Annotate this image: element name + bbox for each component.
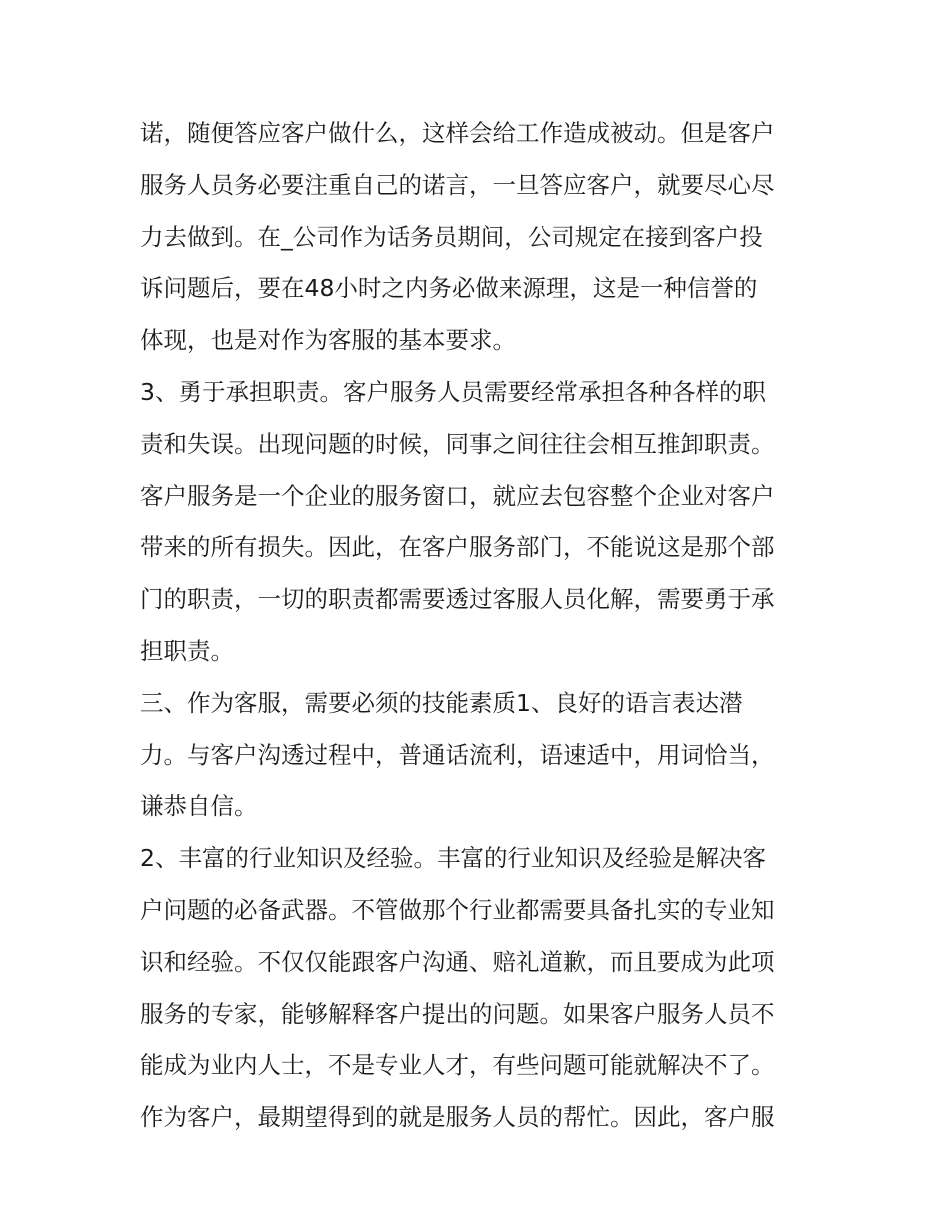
text-line: 2、丰富的行业知识及经验。丰富的行业知识及经验是解决客 (140, 844, 766, 873)
text-line: 服务人员务必要注重自己的诺言，一旦答应客户，就要尽心尽 (140, 170, 775, 199)
text-line: 力。与客户沟透过程中，普通话流利，语速适中，用词恰当， (140, 740, 775, 769)
text-line: 责和失误。出现问题的时候，同事之间往往会相互推卸职责。 (140, 429, 775, 458)
text-line: 谦恭自信。 (140, 792, 258, 821)
text-line: 体现，也是对作为客服的基本要求。 (140, 326, 516, 355)
text-line: 作为客户，最期望得到的就是服务人员的帮忙。因此，客户服 (140, 1103, 775, 1132)
text-line: 力去做到。在_公司作为话务员期间，公司规定在接到客户投 (140, 222, 763, 251)
text-line: 带来的所有损失。因此，在客户服务部门，不能说这是那个部 (140, 533, 775, 562)
text-line: 门的职责，一切的职责都需要透过客服人员化解，需要勇于承 (140, 585, 775, 614)
text-line: 3、勇于承担职责。客户服务人员需要经常承担各种各样的职 (140, 377, 766, 406)
text-line: 三、作为客服，需要必须的技能素质1、良好的语言表达潜 (140, 688, 743, 717)
text-line: 客户服务是一个企业的服务窗口，就应去包容整个企业对客户 (140, 481, 775, 510)
text-line: 服务的专家，能够解释客户提出的问题。如果客户服务人员不 (140, 999, 775, 1028)
text-line: 识和经验。不仅仅能跟客户沟通、赔礼道歉，而且要成为此项 (140, 947, 775, 976)
text-line: 诺，随便答应客户做什么，这样会给工作造成被动。但是客户 (140, 119, 775, 147)
text-line: 诉问题后，要在48小时之内务必做来源理，这是一种信誉的 (140, 274, 758, 303)
text-line: 担职责。 (140, 636, 234, 665)
text-line: 户问题的必备武器。不管做那个行业都需要具备扎实的专业知 (140, 895, 775, 924)
body-text (140, 108, 830, 1144)
text-line: 能成为业内人士，不是专业人才，有些问题可能就解决不了。 (140, 1051, 775, 1080)
